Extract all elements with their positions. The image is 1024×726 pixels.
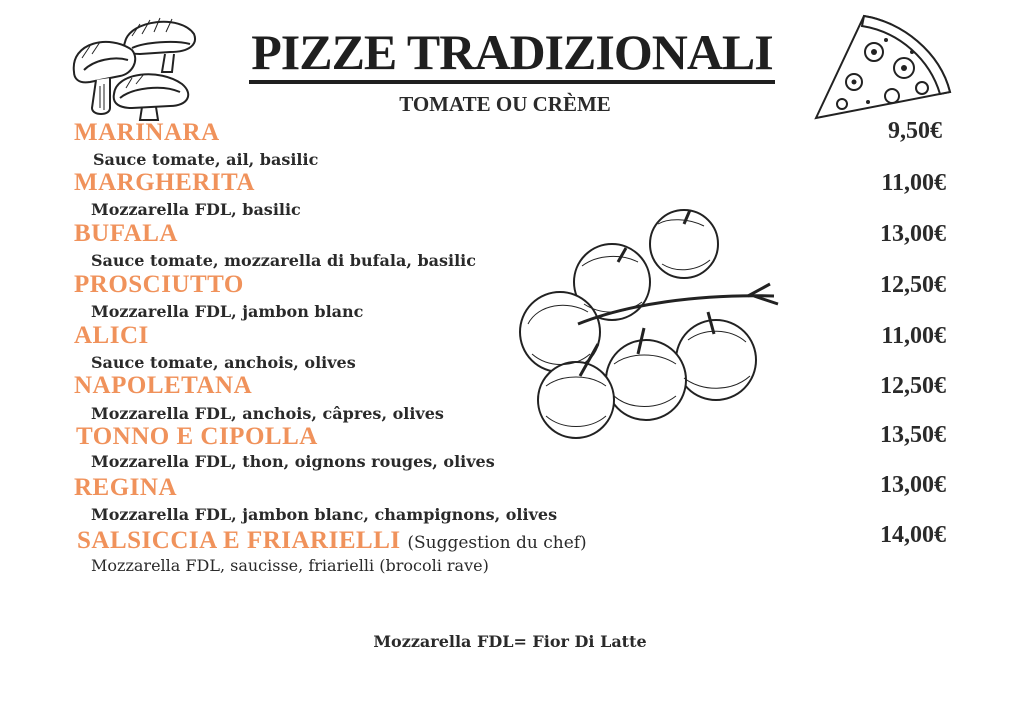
chef-suggestion-note: (Suggestion du chef) xyxy=(407,533,587,553)
pizza-desc-marinara: Sauce tomate, ail, basilic xyxy=(93,150,319,169)
pizza-name-salsiccia-e-friarielli xyxy=(77,527,587,557)
pizza-name-alici: ALICI xyxy=(74,322,149,349)
pizza-name-regina: REGINA xyxy=(74,474,178,501)
pizza-desc-bufala: Sauce tomate, mozzarella di bufala, basilic xyxy=(91,251,476,270)
pizza-name-napoletana: NAPOLETANA xyxy=(74,372,253,399)
price-marinara: 9,50€ xyxy=(888,118,942,144)
price-prosciutto: 12,50€ xyxy=(880,272,946,298)
price-tonno-e-cipolla: 13,50€ xyxy=(880,422,946,448)
pizza-name-bufala: BUFALA xyxy=(74,220,178,247)
pizza-desc-napoletana: Mozzarella FDL, anchois, câpres, olives xyxy=(91,404,444,423)
pizza-desc-salsiccia-e-friarielli: Mozzarella FDL, saucisse, friarielli (brocoli rave) xyxy=(91,556,489,575)
price-napoletana: 12,50€ xyxy=(880,373,946,399)
pizza-name-margherita: MARGHERITA xyxy=(74,169,255,196)
price-salsiccia-e-friarielli: 14,00€ xyxy=(880,522,946,548)
pizza-desc-tonno-e-cipolla: Mozzarella FDL, thon, oignons rouges, olives xyxy=(91,452,495,471)
price-bufala: 13,00€ xyxy=(880,221,946,247)
menu-title: PIZZE TRADIZIONALI xyxy=(0,22,1024,82)
pizza-desc-prosciutto: Mozzarella FDL, jambon blanc xyxy=(91,302,364,321)
pizza-name-prosciutto: PROSCIUTTO xyxy=(74,271,244,298)
pizza-desc-alici: Sauce tomate, anchois, olives xyxy=(91,353,356,372)
price-margherita: 11,00€ xyxy=(881,170,946,196)
pizza-name-salsiccia-label: SALSICCIA E FRIARIELLI xyxy=(77,527,401,554)
fdl-footnote: Mozzarella FDL= Fior Di Latte xyxy=(373,632,647,651)
price-regina: 13,00€ xyxy=(880,472,946,498)
price-alici: 11,00€ xyxy=(881,323,946,349)
cherry-tomatoes-illustration xyxy=(518,204,784,442)
pizza-desc-margherita: Mozzarella FDL, basilic xyxy=(91,200,301,219)
menu-subtitle: TOMATE OU CRÈME xyxy=(399,92,611,116)
pizza-name-marinara: MARINARA xyxy=(74,119,220,146)
pizza-desc-regina: Mozzarella FDL, jambon blanc, champignons, olives xyxy=(91,505,558,524)
pizza-name-tonno-e-cipolla: TONNO E CIPOLLA xyxy=(76,423,318,450)
